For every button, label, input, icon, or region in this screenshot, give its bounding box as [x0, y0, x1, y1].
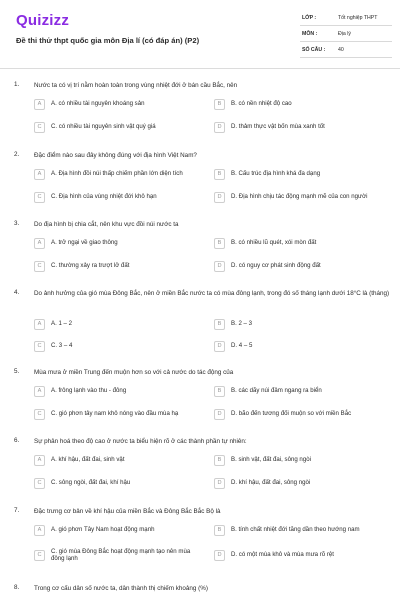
question-number: 6. — [14, 437, 20, 444]
option-letter: B — [214, 169, 225, 180]
header-divider — [0, 68, 400, 69]
info-value: Tốt nghiệp THPT — [338, 15, 378, 21]
info-value: 40 — [338, 47, 344, 53]
option-text: B. Cấu trúc địa hình khá đa dạng — [231, 170, 321, 178]
option-letter: B — [214, 238, 225, 249]
option-text: B. các dãy núi đâm ngang ra biển — [231, 387, 322, 395]
option-letter: C — [34, 192, 45, 203]
option-text: A. khí hậu, đất đai, sinh vật — [51, 456, 125, 464]
question-number: 4. — [14, 289, 20, 296]
option-text: A. gió phơn Tây Nam hoạt động mạnh — [51, 526, 155, 534]
option-text: B. sinh vật, đất đai, sông ngòi — [231, 456, 311, 464]
question-number: 3. — [14, 220, 20, 227]
option-d[interactable] — [214, 119, 390, 135]
option-b[interactable] — [214, 235, 390, 251]
option-letter: D — [214, 550, 225, 561]
option-text: B. có nền nhiệt độ cao — [231, 100, 292, 108]
option-letter: C — [34, 341, 45, 352]
question-number: 7. — [14, 507, 20, 514]
option-letter: D — [214, 192, 225, 203]
option-b[interactable] — [214, 522, 390, 538]
option-c[interactable] — [34, 406, 204, 422]
option-text: D. Địa hình chịu tác động mạnh mẽ của con người — [231, 193, 368, 201]
option-c[interactable] — [34, 545, 204, 565]
option-d[interactable] — [214, 189, 390, 205]
option-b[interactable] — [214, 383, 390, 399]
option-a[interactable] — [34, 96, 204, 112]
option-c[interactable] — [34, 338, 204, 354]
option-text: D. 4 – 5 — [231, 342, 253, 350]
option-text: A. Địa hình đồi núi thấp chiếm phần lớn diện tích — [51, 170, 183, 178]
info-value: Địa lý — [338, 31, 351, 37]
option-letter: B — [214, 99, 225, 110]
info-panel — [300, 10, 392, 58]
option-d[interactable] — [214, 258, 390, 274]
option-a[interactable] — [34, 522, 204, 538]
option-letter: D — [214, 261, 225, 272]
option-letter: D — [214, 409, 225, 420]
option-b[interactable] — [214, 452, 390, 468]
info-row-count — [300, 42, 392, 58]
option-text: A. frông lạnh vào thu - đông — [51, 387, 127, 395]
option-text: C. Địa hình của vùng nhiệt đới khô hạn — [51, 193, 157, 201]
option-letter: A — [34, 238, 45, 249]
option-letter: C — [34, 478, 45, 489]
info-label: LỚP : — [302, 15, 317, 21]
option-a[interactable] — [34, 383, 204, 399]
option-text: C. 3 – 4 — [51, 342, 73, 350]
option-c[interactable] — [34, 475, 204, 491]
page-header — [0, 0, 400, 68]
option-text: B. có nhiều lũ quét, xói mòn đất — [231, 239, 317, 247]
option-text: D. có một mùa khô và mùa mưa rõ rệt — [231, 551, 334, 559]
option-text: C. có nhiều tài nguyên sinh vật quý giá — [51, 123, 156, 131]
question-text: Trong cơ cấu dân số nước ta, dân thành thị chiếm khoảng (%) — [34, 585, 208, 592]
option-text: D. bão đến tương đối muộn so với miền Bắc — [231, 410, 352, 418]
option-a[interactable] — [34, 166, 204, 182]
option-letter: A — [34, 525, 45, 536]
option-letter: D — [214, 122, 225, 133]
option-letter: D — [214, 341, 225, 352]
option-a[interactable] — [34, 316, 204, 332]
option-letter: C — [34, 122, 45, 133]
page-title: Đề thi thử thpt quốc gia môn Địa lí (có đáp án) (P2) — [16, 36, 200, 45]
quizizz-logo: Quizizz — [16, 12, 70, 29]
option-letter: B — [214, 319, 225, 330]
question-number: 8. — [14, 584, 20, 591]
option-text: B. 2 – 3 — [231, 320, 253, 328]
option-letter: A — [34, 386, 45, 397]
option-letter: C — [34, 409, 45, 420]
option-b[interactable] — [214, 166, 390, 182]
option-text: A. có nhiều tài nguyên khoáng sản — [51, 100, 145, 108]
question-text: Sự phân hoá theo độ cao ở nước ta biểu hiện rõ ở các thành phần tự nhiên: — [34, 438, 247, 445]
option-text: D. có nguy cơ phát sinh động đất — [231, 262, 321, 270]
option-text: C. sông ngòi, đất đai, khí hậu — [51, 479, 131, 487]
option-d[interactable] — [214, 338, 390, 354]
info-row-subject — [300, 26, 392, 42]
option-letter: A — [34, 169, 45, 180]
option-letter: A — [34, 319, 45, 330]
question-number: 5. — [14, 368, 20, 375]
option-c[interactable] — [34, 258, 204, 274]
question-text: Đặc điểm nào sau đây không đúng với địa hình Việt Nam? — [34, 152, 197, 159]
option-text: D. khí hậu, đất đai, sông ngòi — [231, 479, 311, 487]
option-text: D. thảm thực vật bốn mùa xanh tốt — [231, 123, 325, 131]
option-d[interactable] — [214, 406, 390, 422]
option-c[interactable] — [34, 189, 204, 205]
question-text: Đặc trưng cơ bản về khí hậu của miền Bắc và Đông Bắc Bắc Bộ là — [34, 508, 221, 515]
option-letter: B — [214, 386, 225, 397]
info-label: SỐ CÂU : — [302, 47, 326, 53]
option-b[interactable] — [214, 96, 390, 112]
question-number: 2. — [14, 151, 20, 158]
option-letter: C — [34, 261, 45, 272]
info-label: MÔN : — [302, 31, 318, 37]
option-text: C. gió mùa Đông Bắc hoạt động mạnh tạo nên mùa đông lạnh — [51, 547, 191, 562]
option-letter: C — [34, 550, 45, 561]
option-text: A. trở ngại về giao thông — [51, 239, 118, 247]
question-text: Do địa hình bị chia cắt, nên khu vực đồi núi nước ta — [34, 221, 179, 228]
info-row-class — [300, 10, 392, 26]
option-text: C. thường xảy ra trượt lở đất — [51, 262, 130, 270]
option-c[interactable] — [34, 119, 204, 135]
option-d[interactable] — [214, 545, 390, 565]
option-letter: B — [214, 455, 225, 466]
option-text: A. 1 – 2 — [51, 320, 73, 328]
option-letter: A — [34, 99, 45, 110]
option-letter: D — [214, 478, 225, 489]
question-text: Nước ta có vị trí nằm hoàn toàn trong vùng nhiệt đới ở bán cầu Bắc, nên — [34, 82, 238, 89]
option-letter: B — [214, 525, 225, 536]
option-b[interactable] — [214, 316, 390, 332]
question-text: Do ảnh hưởng của gió mùa Đông Bắc, nên ở miền Bắc nước ta có mùa đông lạnh, trong đó số tháng lạnh dưới 18°C là (tháng) — [34, 290, 390, 297]
option-text: C. gió phơn tây nam khô nóng vào đầu mùa hạ — [51, 410, 179, 418]
question-number: 1. — [14, 81, 20, 88]
option-letter: A — [34, 455, 45, 466]
question-text: Mùa mưa ở miền Trung đến muộn hơn so với cả nước do tác động của — [34, 369, 234, 376]
option-d[interactable] — [214, 475, 390, 491]
option-text: B. tính chất nhiệt đới tăng dần theo hướng nam — [231, 526, 360, 534]
option-a[interactable] — [34, 235, 204, 251]
option-a[interactable] — [34, 452, 204, 468]
